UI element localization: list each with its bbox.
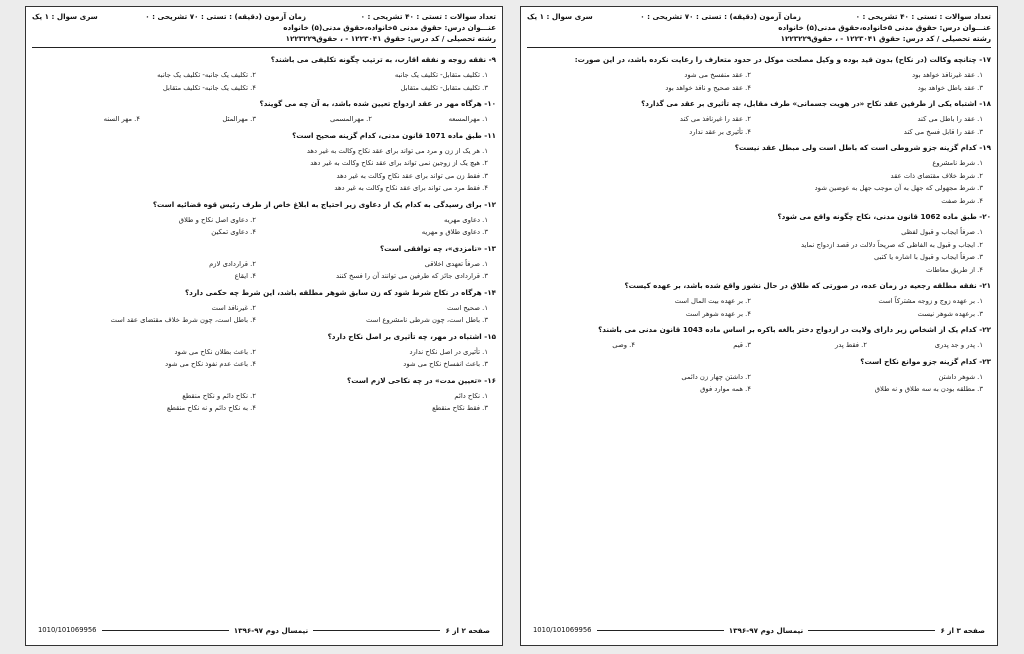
answer-option: ۱. عقد را باطل می کند	[917, 115, 983, 123]
footer-divider	[808, 630, 935, 631]
header-divider	[32, 47, 496, 48]
question-series: سری سوال : ۱ یک	[32, 12, 98, 21]
answer-option: ۱. شرط نامشروع	[932, 159, 983, 167]
semester: نیمسال دوم ۹۷-۱۳۹۶	[233, 625, 309, 635]
question-item	[32, 199, 496, 239]
answer-option: ۳. صرفاً ایجاب و قبول با اشاره یا کتبی	[873, 253, 983, 261]
answer-option: ۳. مهرالمثل	[222, 115, 256, 123]
answer-option: ۲. داشتن چهار زن دائمی	[681, 372, 751, 381]
answer-option: ۲. نکاح دائم و نکاح منقطع	[182, 391, 256, 400]
answer-options	[527, 69, 991, 94]
question-series: سری سوال : ۱ یک	[527, 12, 593, 21]
question-text: ۱۱- طبق ماده 1071 قانون مدنی، کدام گزینه صحیح است؟	[292, 130, 496, 140]
question-item	[32, 331, 496, 371]
answer-option: ۴. بر عهده شوهر است	[685, 309, 751, 318]
question-text: ۲۰- طبق ماده 1062 قانون مدنی، نکاح چگونه واقع می شود؟	[777, 212, 991, 221]
answer-options	[32, 113, 496, 126]
answer-option: ۱. مهرالمسعه	[448, 115, 488, 123]
answer-option: ۲. هیچ یک از زوجین نمی تواند برای عقد نکاح وکالت به غیر دهد	[310, 159, 488, 167]
exam-code: 1010/101069956	[532, 626, 592, 634]
question-text: ۱۰- هرگاه مهر در عقد ازدواج تعیین شده باشد، به آن چه می گویند؟	[259, 99, 496, 108]
answer-option: ۲. مهرالمسمی	[329, 115, 372, 123]
course-title: عنـــوان درس: حقوق مدنی ۵خانواده،حقوق مدنی(۵) خانواده	[778, 23, 991, 32]
answer-option: ۴. تأثیری بر عقد ندارد	[689, 127, 751, 136]
answer-option: ۳. مطلقه بودن به سه طلاق و نه طلاق	[874, 385, 983, 393]
page-footer	[533, 623, 985, 637]
question-text: ۲۳- کدام گزینه جزو موانع نکاح است؟	[860, 356, 991, 366]
answer-option: ۱. پدر و جد پدری	[934, 341, 983, 349]
exam-header	[32, 11, 496, 48]
answer-option: ۱. صحیح است	[447, 303, 488, 312]
question-list	[32, 54, 496, 415]
question-count: تعداد سوالات : تستی : ۴۰ تشریحی : ۰	[360, 12, 496, 21]
page-footer	[38, 623, 490, 637]
answer-option: ۳. شرط مجهولی که جهل به آن موجب جهل به عوضین شود	[814, 184, 983, 192]
answer-option: ۴. عقد صحیح و نافذ خواهد بود	[665, 83, 751, 92]
exam-page-right	[520, 6, 998, 646]
answer-option: ۱. دعاوی مهریه	[444, 215, 488, 224]
question-text: ۱۸- اشتباه یکی از طرفین عقد نکاح «در هویت جسمانی» طرف مقابل، چه تأثیری بر عقد می گذارد؟	[641, 99, 991, 108]
answer-options	[32, 258, 496, 283]
question-text: ۱۵- اشتباه در مهر، چه تأثیری بر اصل نکاح دارد؟	[327, 331, 496, 341]
answer-option: ۳. فقط زن می تواند برای عقد نکاح وکالت به غیر دهد	[336, 171, 488, 180]
answer-option: ۳. قیم	[733, 341, 751, 349]
answer-option: ۳. برعهده شوهر نیست	[917, 309, 983, 318]
answer-option: ۴. تکلیف یک جانبه- تکلیف متقابل	[162, 83, 256, 92]
answer-option: ۲. دعاوی اصل نکاح و طلاق	[178, 215, 256, 224]
question-text: ۹- نفقه زوجه و نفقه اقارب، به ترتیب چگونه تکلیفی می باشند؟	[270, 55, 496, 64]
question-item	[527, 54, 991, 94]
page-number: صفحه ۳ از ۶	[940, 625, 985, 635]
answer-option: ۲. شرط خلاف مقتضای ذات عقد	[890, 171, 983, 180]
answer-option: ۱. عقد غیرنافذ خواهد بود	[912, 71, 983, 79]
answer-options	[527, 371, 991, 396]
exam-header	[527, 11, 991, 48]
question-text: ۱۶- «تعیین مدت» در چه نکاحی لازم است؟	[347, 375, 496, 385]
exam-code: 1010/101069956	[37, 626, 97, 634]
answer-option: ۱. نکاح دائم	[454, 391, 488, 400]
question-item	[527, 280, 991, 320]
question-item	[527, 98, 991, 138]
answer-option: ۳. باعث انفساخ نکاح می شود	[403, 360, 488, 368]
exam-page-left	[25, 6, 503, 646]
answer-options	[32, 390, 496, 415]
question-list	[527, 54, 991, 396]
course-field: رشته تحصیلی / کد درس: حقوق ۱۲۲۳۰۴۱ - ، حقوق۱۲۲۳۲۲۹	[780, 34, 991, 43]
footer-divider	[597, 630, 724, 631]
answer-option: ۴. باطل است، چون شرط خلاف مقتضای عقد است	[110, 316, 256, 324]
answer-option: ۳. فقط نکاح منقطع	[432, 404, 488, 412]
answer-options	[527, 113, 991, 138]
answer-option: ۴. مهر السنه	[103, 115, 140, 123]
answer-options	[32, 302, 496, 327]
answer-option: ۲. باعث بطلان نکاح می شود	[174, 347, 256, 356]
course-title: عنـــوان درس: حقوق مدنی ۵خانواده،حقوق مدنی(۵) خانواده	[283, 23, 496, 32]
page-number: صفحه ۲ از ۶	[445, 625, 490, 635]
question-text: ۲۱- نفقه مطلقه رجعیه در زمان عده، در صورتی که طلاق در حال نشوز واقع شده باشد، بر عهده کیست؟	[624, 281, 991, 290]
answer-option: ۳. دعاوی طلاق و مهریه	[421, 228, 488, 236]
answer-option: ۳. قراردادی جائز که طرفین می توانند آن را فسخ کنند	[335, 272, 488, 280]
question-count: تعداد سوالات : تستی : ۴۰ تشریحی : ۰	[855, 12, 991, 21]
question-item	[527, 142, 991, 207]
answer-option: ۱. تکلیف متقابل- تکلیف یک جانبه	[394, 71, 488, 79]
answer-options	[527, 157, 991, 207]
answer-option: ۲. عقد را غیرنافذ می کند	[679, 115, 751, 123]
question-text: ۱۷- چنانچه وکالت (در نکاح) بدون قید بوده و وکیل مصلحت موکل در حدود متعارف را رعایت نکرده باشد، در این صورت:	[574, 55, 991, 64]
answer-option: ۴. باعث عدم نفوذ نکاح می شود	[165, 360, 256, 368]
exam-time: زمان آزمون (دقیقه) : تستی : ۷۰ تشریحی : ۰	[640, 12, 801, 21]
answer-option: ۴. از طریق معاطات	[925, 265, 983, 274]
course-field: رشته تحصیلی / کد درس: حقوق ۱۲۲۳۰۴۱ - ، حقوق۱۲۲۳۲۲۹	[285, 34, 496, 43]
answer-option: ۳. باطل است، چون شرطی نامشروع است	[366, 316, 488, 324]
question-item	[527, 324, 991, 352]
answer-option: ۱. صرفاً تعهدی اخلاقی	[424, 259, 488, 268]
exam-time: زمان آزمون (دقیقه) : تستی : ۷۰ تشریحی : ۰	[145, 12, 306, 21]
answer-option: ۴. دعاوی تمکین	[211, 228, 256, 236]
question-text: ۱۲- برای رسیدگی به کدام یک از دعاوی زیر احتیاج به ابلاغ خاص از طرف رئیس قوه قضائیه است؟	[152, 199, 496, 209]
answer-option: ۴. ایقاع	[234, 272, 256, 280]
question-item	[32, 130, 496, 195]
question-item	[527, 211, 991, 276]
question-item	[32, 54, 496, 94]
question-item	[32, 375, 496, 415]
answer-option: ۱. تأثیری در اصل نکاح ندارد	[409, 347, 488, 356]
answer-options	[32, 346, 496, 371]
question-item	[32, 287, 496, 327]
answer-options	[527, 226, 991, 276]
answer-option: ۲. بر عهده بیت المال است	[674, 297, 751, 305]
answer-option: ۴. فقط مرد می تواند برای عقد نکاح وکالت به غیر دهد	[334, 184, 488, 192]
semester: نیمسال دوم ۹۷-۱۳۹۶	[728, 625, 804, 635]
header-divider	[527, 47, 991, 48]
answer-option: ۴. شرط صفت	[941, 196, 983, 205]
answer-option: ۴. به نکاح دائم و نه نکاح منقطع	[166, 404, 256, 412]
footer-divider	[102, 630, 229, 631]
answer-options	[32, 214, 496, 239]
answer-option: ۱. هر یک از زن و مرد می تواند برای عقد نکاح وکالت به غیر دهد	[306, 146, 488, 155]
answer-option: ۲. فقط پدر	[834, 341, 867, 349]
answer-option: ۱. شوهر داشتن	[938, 372, 983, 381]
answer-option: ۲. قراردادی لازم	[209, 259, 256, 268]
answer-options	[32, 145, 496, 195]
question-text: ۱۳- «نامزدی»، چه توافقی است؟	[379, 243, 496, 253]
answer-options	[32, 69, 496, 94]
question-text: ۱۴- هرگاه در نکاح شرط شود که زن سابق شوهر مطلقه باشد، این شرط چه حکمی دارد؟	[184, 287, 496, 297]
answer-option: ۳. تکلیف متقابل- تکلیف متقابل	[400, 83, 488, 92]
question-item	[527, 356, 991, 396]
answer-option: ۳. عقد را قابل فسخ می کند	[903, 127, 983, 136]
question-text: ۱۹- کدام گزینه جزو شروطی است که باطل است ولی مبطل عقد نیست؟	[734, 143, 991, 152]
answer-options	[527, 295, 991, 320]
answer-option: ۱. صرفاً ایجاب و قبول لفظی	[901, 228, 983, 236]
question-item	[32, 98, 496, 126]
answer-option: ۴. همه موارد فوق	[700, 385, 751, 393]
footer-divider	[313, 630, 440, 631]
answer-options	[527, 339, 991, 352]
answer-option: ۴. وصی	[612, 341, 635, 349]
question-item	[32, 243, 496, 283]
answer-option: ۱. بر عهده زوج و زوجه مشترکاً است	[878, 297, 983, 305]
answer-option: ۲. عقد منفسخ می شود	[684, 71, 751, 79]
answer-option: ۲. ایجاب و قبول به الفاظی که صریحاً دلالت در قصد ازدواج نماید	[800, 240, 983, 249]
answer-option: ۳. عقد باطل خواهد بود	[917, 83, 983, 92]
answer-option: ۲. غیرنافذ است	[211, 303, 256, 312]
answer-option: ۲. تکلیف یک جانبه- تکلیف یک جانبه	[157, 71, 256, 79]
question-text: ۲۲- کدام یک از اشخاص زیر دارای ولایت در ازدواج دختر بالغه باکره بر اساس ماده 1043 قانون مدنی می باشند؟	[598, 325, 991, 334]
